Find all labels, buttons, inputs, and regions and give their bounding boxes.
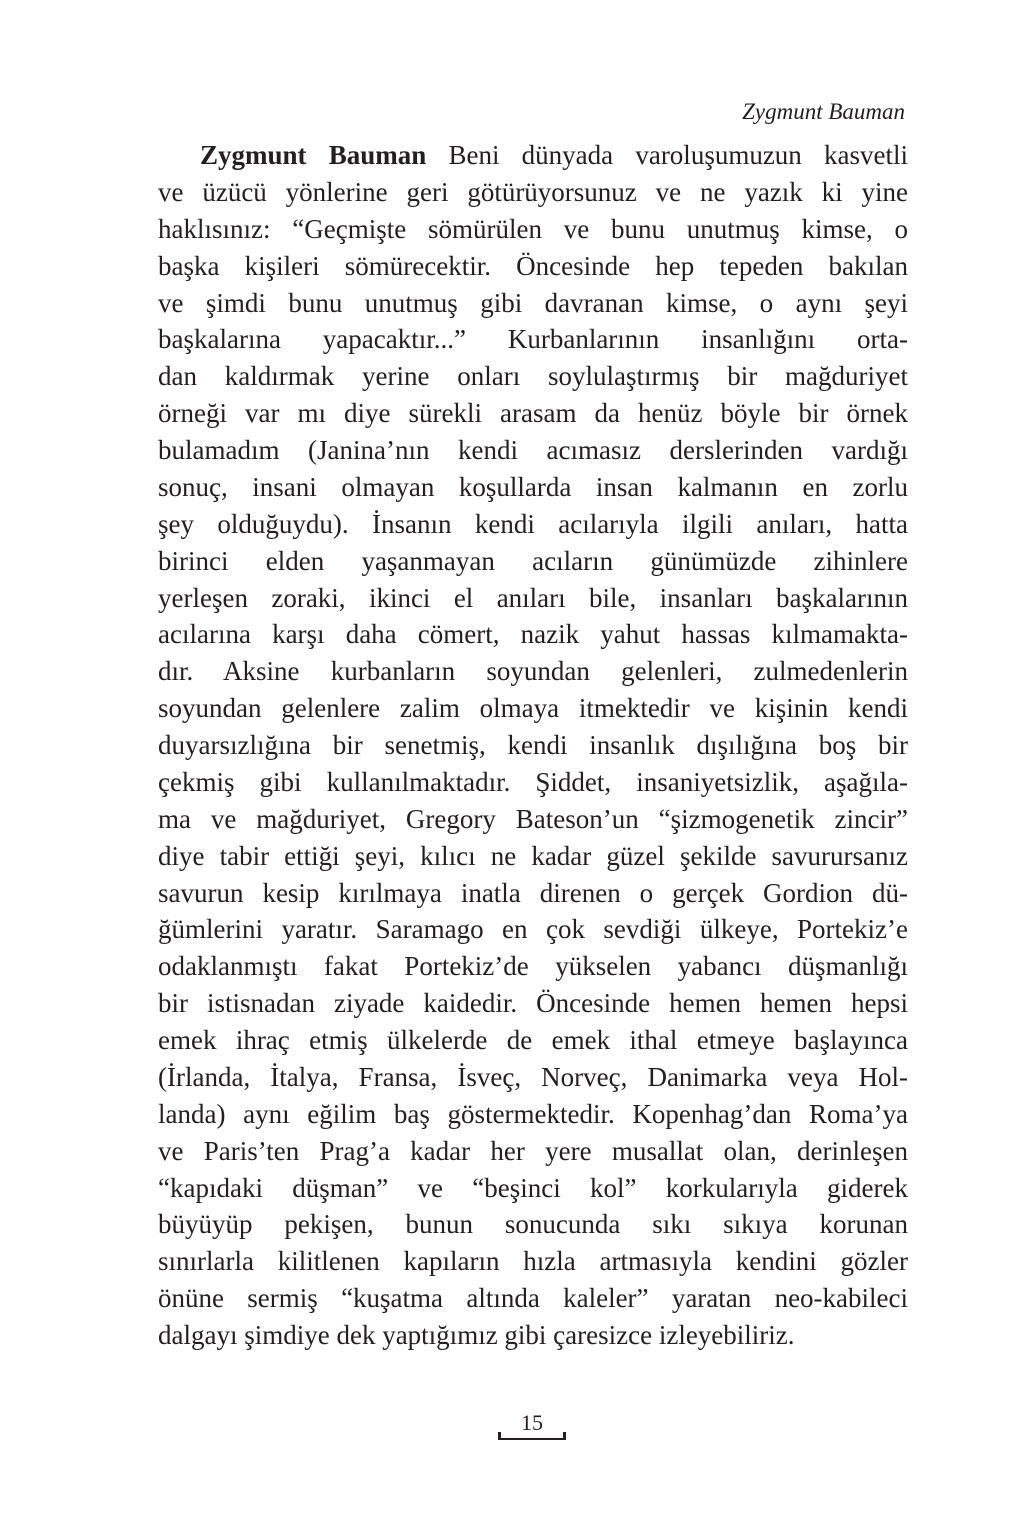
body-line: birinci elden yaşanmayan acıların günümüzde zihinlere: [158, 545, 908, 576]
body-line: şey olduğuydu). İnsanın kendi acılarıyla ilgili anıları, hatta: [158, 508, 908, 539]
body-line: başkalarına yapacaktır...” Kurbanlarının insanlığını orta-: [158, 324, 908, 355]
body-line: ve şimdi bunu unutmuş gibi davranan kimse, o aynı şeyi: [158, 287, 908, 318]
running-header: Zygmunt Bauman: [742, 99, 905, 124]
body-line: ve Paris’ten Prag’a kadar her yere musallat olan, derinleşen: [158, 1135, 908, 1166]
body-line: “kapıdaki düşman” ve “beşinci kol” korkularıyla giderek: [158, 1172, 908, 1203]
body-line: bulamadım (Janina’nın kendi acımasız derslerinden vardığı: [158, 435, 908, 465]
body-line: soyundan gelenlere zalim olmaya itmektedir ve kişinin kendi: [158, 693, 908, 724]
body-line: büyüyüp pekişen, bunun sonucunda sıkı sıkıya korunan: [158, 1209, 908, 1240]
body-line: diye tabir ettiği şeyi, kılıcı ne kadar güzel şekilde savurursanız: [158, 840, 908, 871]
page-footer: [498, 1410, 566, 1440]
body-line: bir istisnadan ziyade kaidedir. Öncesinde hemen hemen hepsi: [158, 988, 908, 1019]
body-line: ma ve mağduriyet, Gregory Bateson’un “şizmogenetik zincir”: [158, 803, 908, 834]
body-line: duyarsızlığına bir senetmiş, kendi insanlık dışılığına boş bir: [158, 730, 908, 760]
body-line: dan kaldırmak yerine onları soylulaştırmış bir mağduriyet: [158, 361, 908, 392]
body-line: landa) aynı eğilim baş göstermektedir. Kopenhag’dan Roma’ya: [158, 1098, 908, 1129]
body-line: sınırlarla kilitlenen kapıların hızla artmasıyla kendini gözler: [158, 1246, 908, 1277]
body-line: dır. Aksine kurbanların soyundan gelenleri, zulmedenlerin: [158, 656, 908, 687]
first-line-text: Beni dünyada varoluşumuzun kasvetli: [448, 140, 908, 170]
body-paragraph: [158, 137, 908, 1354]
page-number: 15: [521, 1410, 543, 1435]
speaker-name: Zygmunt Bauman: [200, 140, 427, 170]
body-line: odaklanmıştı fakat Portekiz’de yükselen yabancı düşmanlığı: [158, 951, 908, 982]
body-line: başka kişileri sömürecektir. Öncesinde hep tepeden bakılan: [158, 250, 908, 281]
body-line: (İrlanda, İtalya, Fransa, İsveç, Norveç, Danimarka veya Hol-: [158, 1061, 908, 1092]
body-line: sonuç, insani olmayan koşullarda insan kalmanın en zorlu: [158, 471, 908, 502]
body-line: önüne sermiş “kuşatma altında kaleler” yaratan neo-kabileci: [158, 1283, 908, 1314]
body-line: ğümlerini yaratır. Saramago en çok sevdiği ülkeye, Portekiz’e: [158, 914, 908, 945]
body-line: ve üzücü yönlerine geri götürüyorsunuz ve ne yazık ki yine: [158, 176, 908, 207]
body-line: çekmiş gibi kullanılmaktadır. Şiddet, insaniyetsizlik, aşağıla-: [158, 766, 908, 797]
body-line-first: [158, 137, 908, 174]
body-line: yerleşen zoraki, ikinci el anıları bile, insanları başkalarının: [158, 582, 908, 613]
page-number-rule: [498, 1433, 566, 1440]
body-line: savurun kesip kırılmaya inatla direnen o gerçek Gordion dü-: [158, 877, 908, 908]
body-line: emek ihraç etmiş ülkelerde de emek ithal etmeye başlayınca: [158, 1025, 908, 1055]
body-line: haklısınız: “Geçmişte sömürülen ve bunu unutmuş kimse, o: [158, 213, 908, 244]
body-line-last: dalgayı şimdiye dek yaptığımız gibi çaresizce izleyebiliriz.: [158, 1320, 795, 1350]
body-line: örneği var mı diye sürekli arasam da henüz böyle bir örnek: [158, 398, 908, 429]
body-line: acılarına karşı daha cömert, nazik yahut hassas kılmamakta-: [158, 619, 908, 650]
